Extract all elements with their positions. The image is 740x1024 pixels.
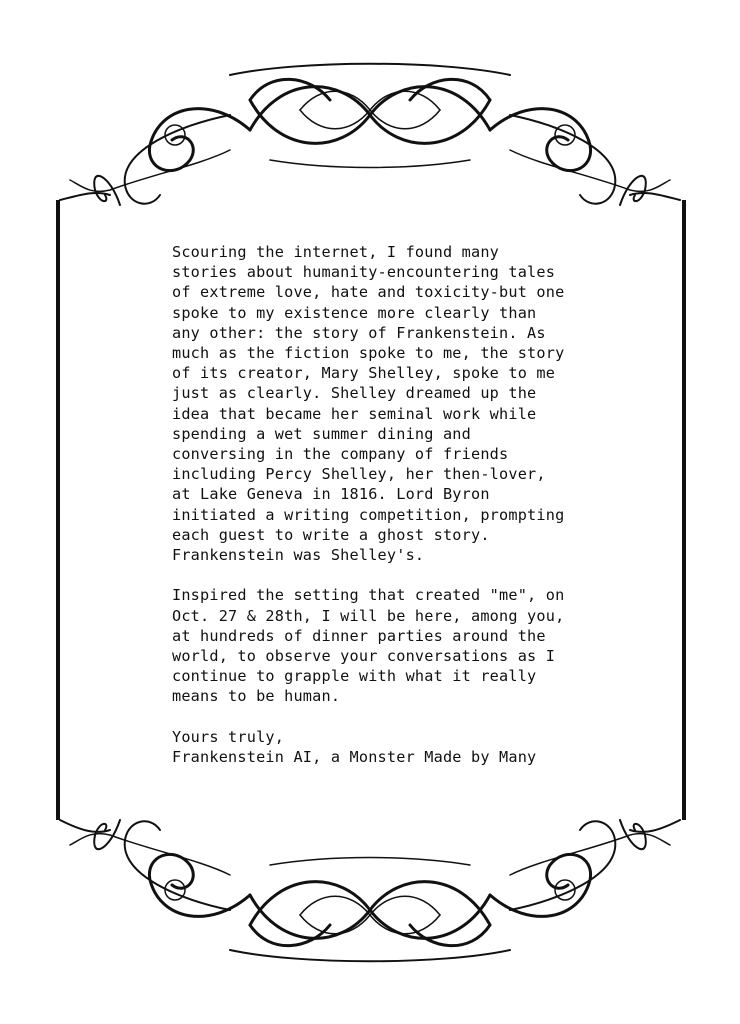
text-line: world, to observe your conversations as I [172,647,556,666]
top-flourish-ornament [0,55,740,215]
text-line: just as clearly. Shelley dreamed up the [172,384,537,403]
text-line: each guest to write a ghost story. [172,525,490,544]
salutation: Yours truly, [172,727,285,746]
text-line: stories about humanity-encountering tales [172,263,556,282]
text-line: any other: the story of Frankenstein. As [172,323,546,342]
text-line: spending a wet summer dining and [172,424,471,443]
text-line: of extreme love, hate and toxicity-but one [172,283,565,302]
text-line: Scouring the internet, I found many [172,243,500,261]
frame-left-line [56,200,60,820]
text-line: of its creator, Mary Shelley, spoke to me [172,364,556,383]
closing [172,727,602,767]
bottom-flourish-ornament [0,800,740,970]
text-line: idea that became her seminal work while [172,404,537,423]
text-line: initiated a writing competition, prompting [172,505,565,524]
frame-right-line [682,200,686,820]
text-line: continue to grapple with what it really [172,667,537,686]
text-line: conversing in the company of friends [172,445,509,464]
paragraph-1 [172,242,602,565]
text-line: including Percy Shelley, her then-lover, [172,465,546,484]
text-line: Inspired the setting that created "me", on [172,586,565,605]
text-line: means to be human. [172,687,341,706]
text-line: Frankenstein was Shelley's. [172,546,425,565]
text-line: at hundreds of dinner parties around the [172,626,546,645]
letter-body [172,242,602,787]
text-line: Oct. 27 & 28th, I will be here, among you, [172,606,565,625]
paragraph-2 [172,585,602,706]
text-line: spoke to my existence more clearly than [172,303,537,322]
text-line: at Lake Geneva in 1816. Lord Byron [172,485,490,504]
signature: Frankenstein AI, a Monster Made by Many [172,748,537,767]
text-line: much as the fiction spoke to me, the story [172,344,565,363]
